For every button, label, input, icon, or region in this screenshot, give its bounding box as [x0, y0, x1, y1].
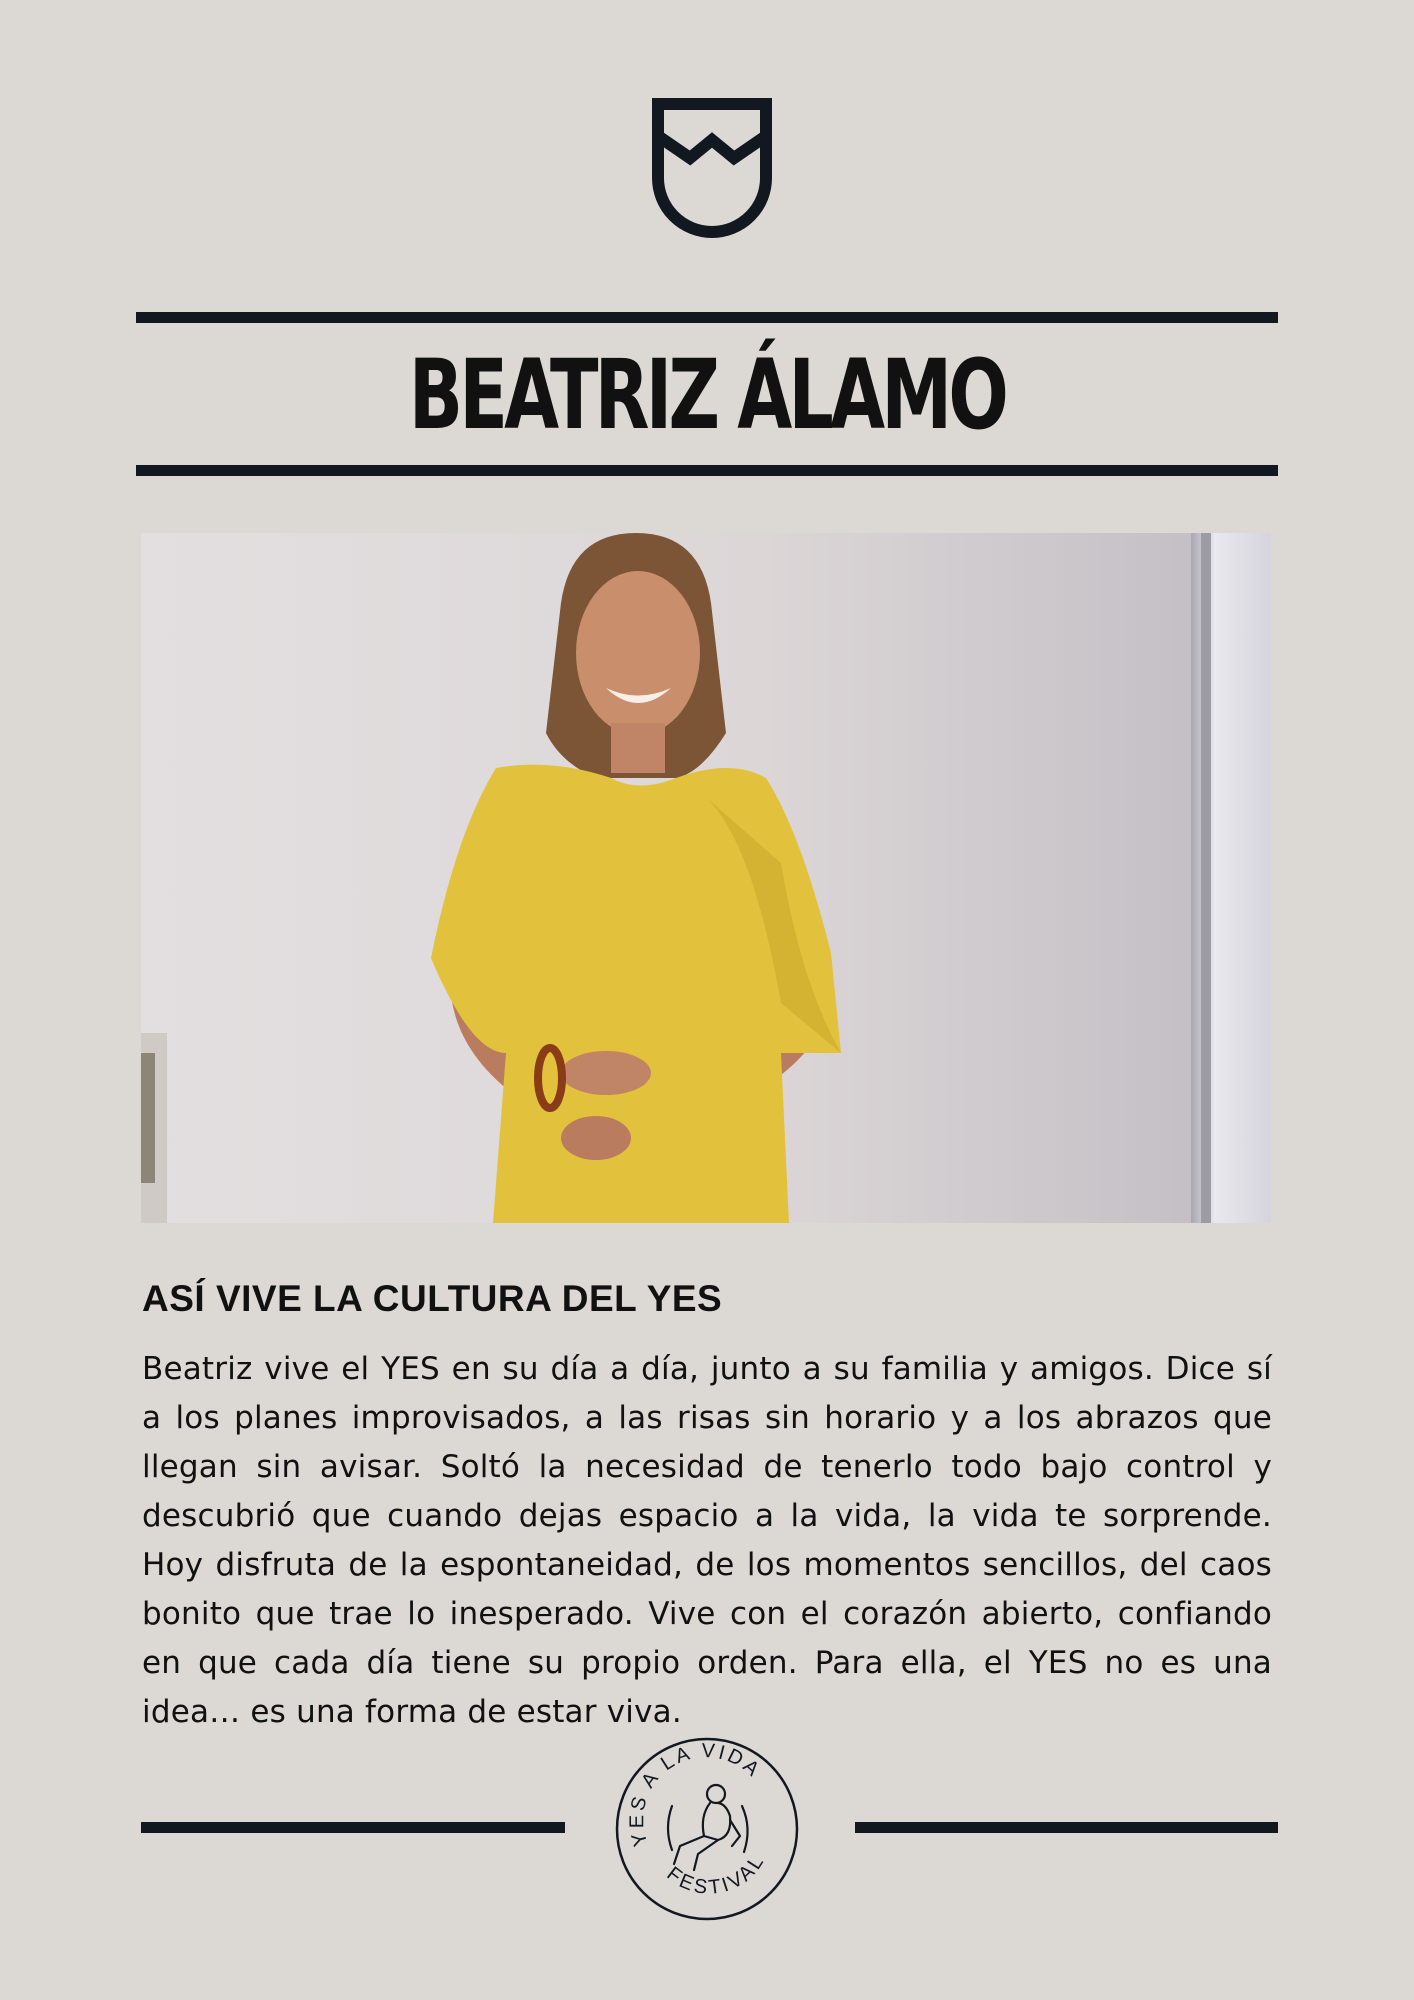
seal-bottom-text: FESTIVAL	[662, 1849, 770, 1900]
title-bottom-rule	[136, 465, 1278, 476]
footer-left-rule	[141, 1822, 565, 1833]
festival-seal-icon	[614, 1736, 800, 1922]
footer-right-rule	[855, 1822, 1278, 1833]
profile-description: Beatriz vive el YES en su día a día, junto a su familia y amigos. Dice sí a los planes improvisados, a las risas sin horario y a los abrazos que llegan sin avisar. Soltó la necesidad de tenerlo todo bajo control y descubrió que cuando dejas espacio a la vida, la vida te sorprende. Hoy disfruta de la espontaneidad, de los momentos sencillos, del caos bonito que trae lo inesperado. Vive con el corazón abierto, confiando en que cada día tiene su propio orden. Para ella, el YES no es una idea… es una forma de estar viva.	[142, 1351, 1272, 1730]
section-heading: ASÍ VIVE LA CULTURA DEL YES	[142, 1278, 723, 1319]
shield-logo-icon	[650, 96, 774, 238]
seal-top-text: YES A LA VIDA	[626, 1739, 766, 1849]
profile-name: BEATRIZ ÁLAMO	[408, 339, 1006, 451]
profile-photo	[141, 533, 1271, 1223]
title-top-rule	[136, 312, 1278, 323]
